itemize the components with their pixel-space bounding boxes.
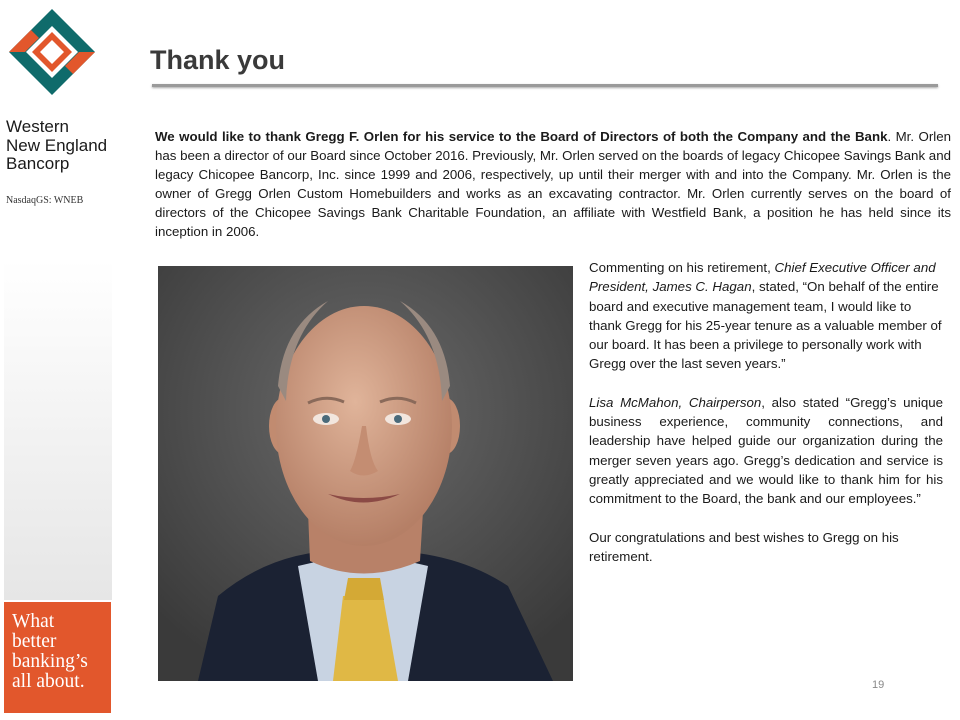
quotes-column bbox=[589, 258, 943, 566]
ceo-quote bbox=[589, 258, 943, 374]
stock-ticker: NasdaqGS: WNEB bbox=[6, 195, 84, 206]
brand-line-2: New England bbox=[6, 135, 108, 155]
intro-bold-end: . bbox=[887, 129, 892, 144]
tagline-line-4: all about. bbox=[12, 671, 85, 692]
page-number: 19 bbox=[872, 679, 885, 691]
ceo-quote-text: , stated, “On behalf of the entire board and executive management team, I would like to thank Gregg for his 25-year tenure as a valuable member of our board. It has been a privilege to personally work with Gregg over the last seven years.” bbox=[589, 279, 942, 372]
closing-statement: Our congratulations and best wishes to Gregg on his retirement. bbox=[589, 529, 899, 564]
tagline-line-1: What bbox=[12, 611, 55, 632]
intro-paragraph bbox=[155, 127, 951, 241]
chair-quote-text: , also stated “Gregg’s unique business experience, community connections, and leadership have helped guide our organization during the merger seven years ago. Gregg’s dedication and service is greatly appreciated and we would like to thank him for his commitment to the Board, the bank and our employees.” bbox=[589, 394, 944, 507]
sidebar-gradient bbox=[4, 260, 112, 600]
tagline-line-3: banking’s bbox=[12, 651, 88, 672]
brand-line-1: Western bbox=[6, 117, 69, 136]
director-portrait bbox=[158, 266, 573, 681]
intro-body: Mr. Orlen has been a director of our Board since October 2016. Previously, Mr. Orlen served on the boards of legacy Chicopee Savings Bank and legacy Chicopee Bancorp, Inc. since 1999 and 2006, respectively, up until their merger with and into the Company. Mr. Orlen is the owner of Gregg Orlen Custom Homebuilders and works as an excavating contractor. Mr. Orlen currently serves on the board of directors of the Chicopee Savings Bank Charitable Foundation, an affiliate with Westfield Bank, a position he has held since its inception in 2006. bbox=[155, 129, 952, 239]
company-logo bbox=[4, 4, 100, 100]
chair-quote bbox=[589, 393, 943, 509]
page-title: Thank you bbox=[150, 45, 286, 75]
tagline-box bbox=[4, 602, 111, 713]
ceo-name: Chief Executive Officer and President, James C. Hagan bbox=[589, 260, 936, 295]
brand-line-3: Bancorp bbox=[6, 154, 70, 173]
tagline-line-2: better bbox=[12, 631, 57, 652]
ceo-quote-intro: Commenting on his retirement, bbox=[589, 260, 775, 275]
intro-bold-statement: We would like to thank Gregg F. Orlen for his service to the Board of Directors of both the Company and the Bank bbox=[155, 129, 888, 144]
brand-name bbox=[6, 118, 107, 174]
chair-name: Lisa McMahon, Chairperson bbox=[589, 394, 762, 410]
title-underline bbox=[152, 84, 938, 87]
